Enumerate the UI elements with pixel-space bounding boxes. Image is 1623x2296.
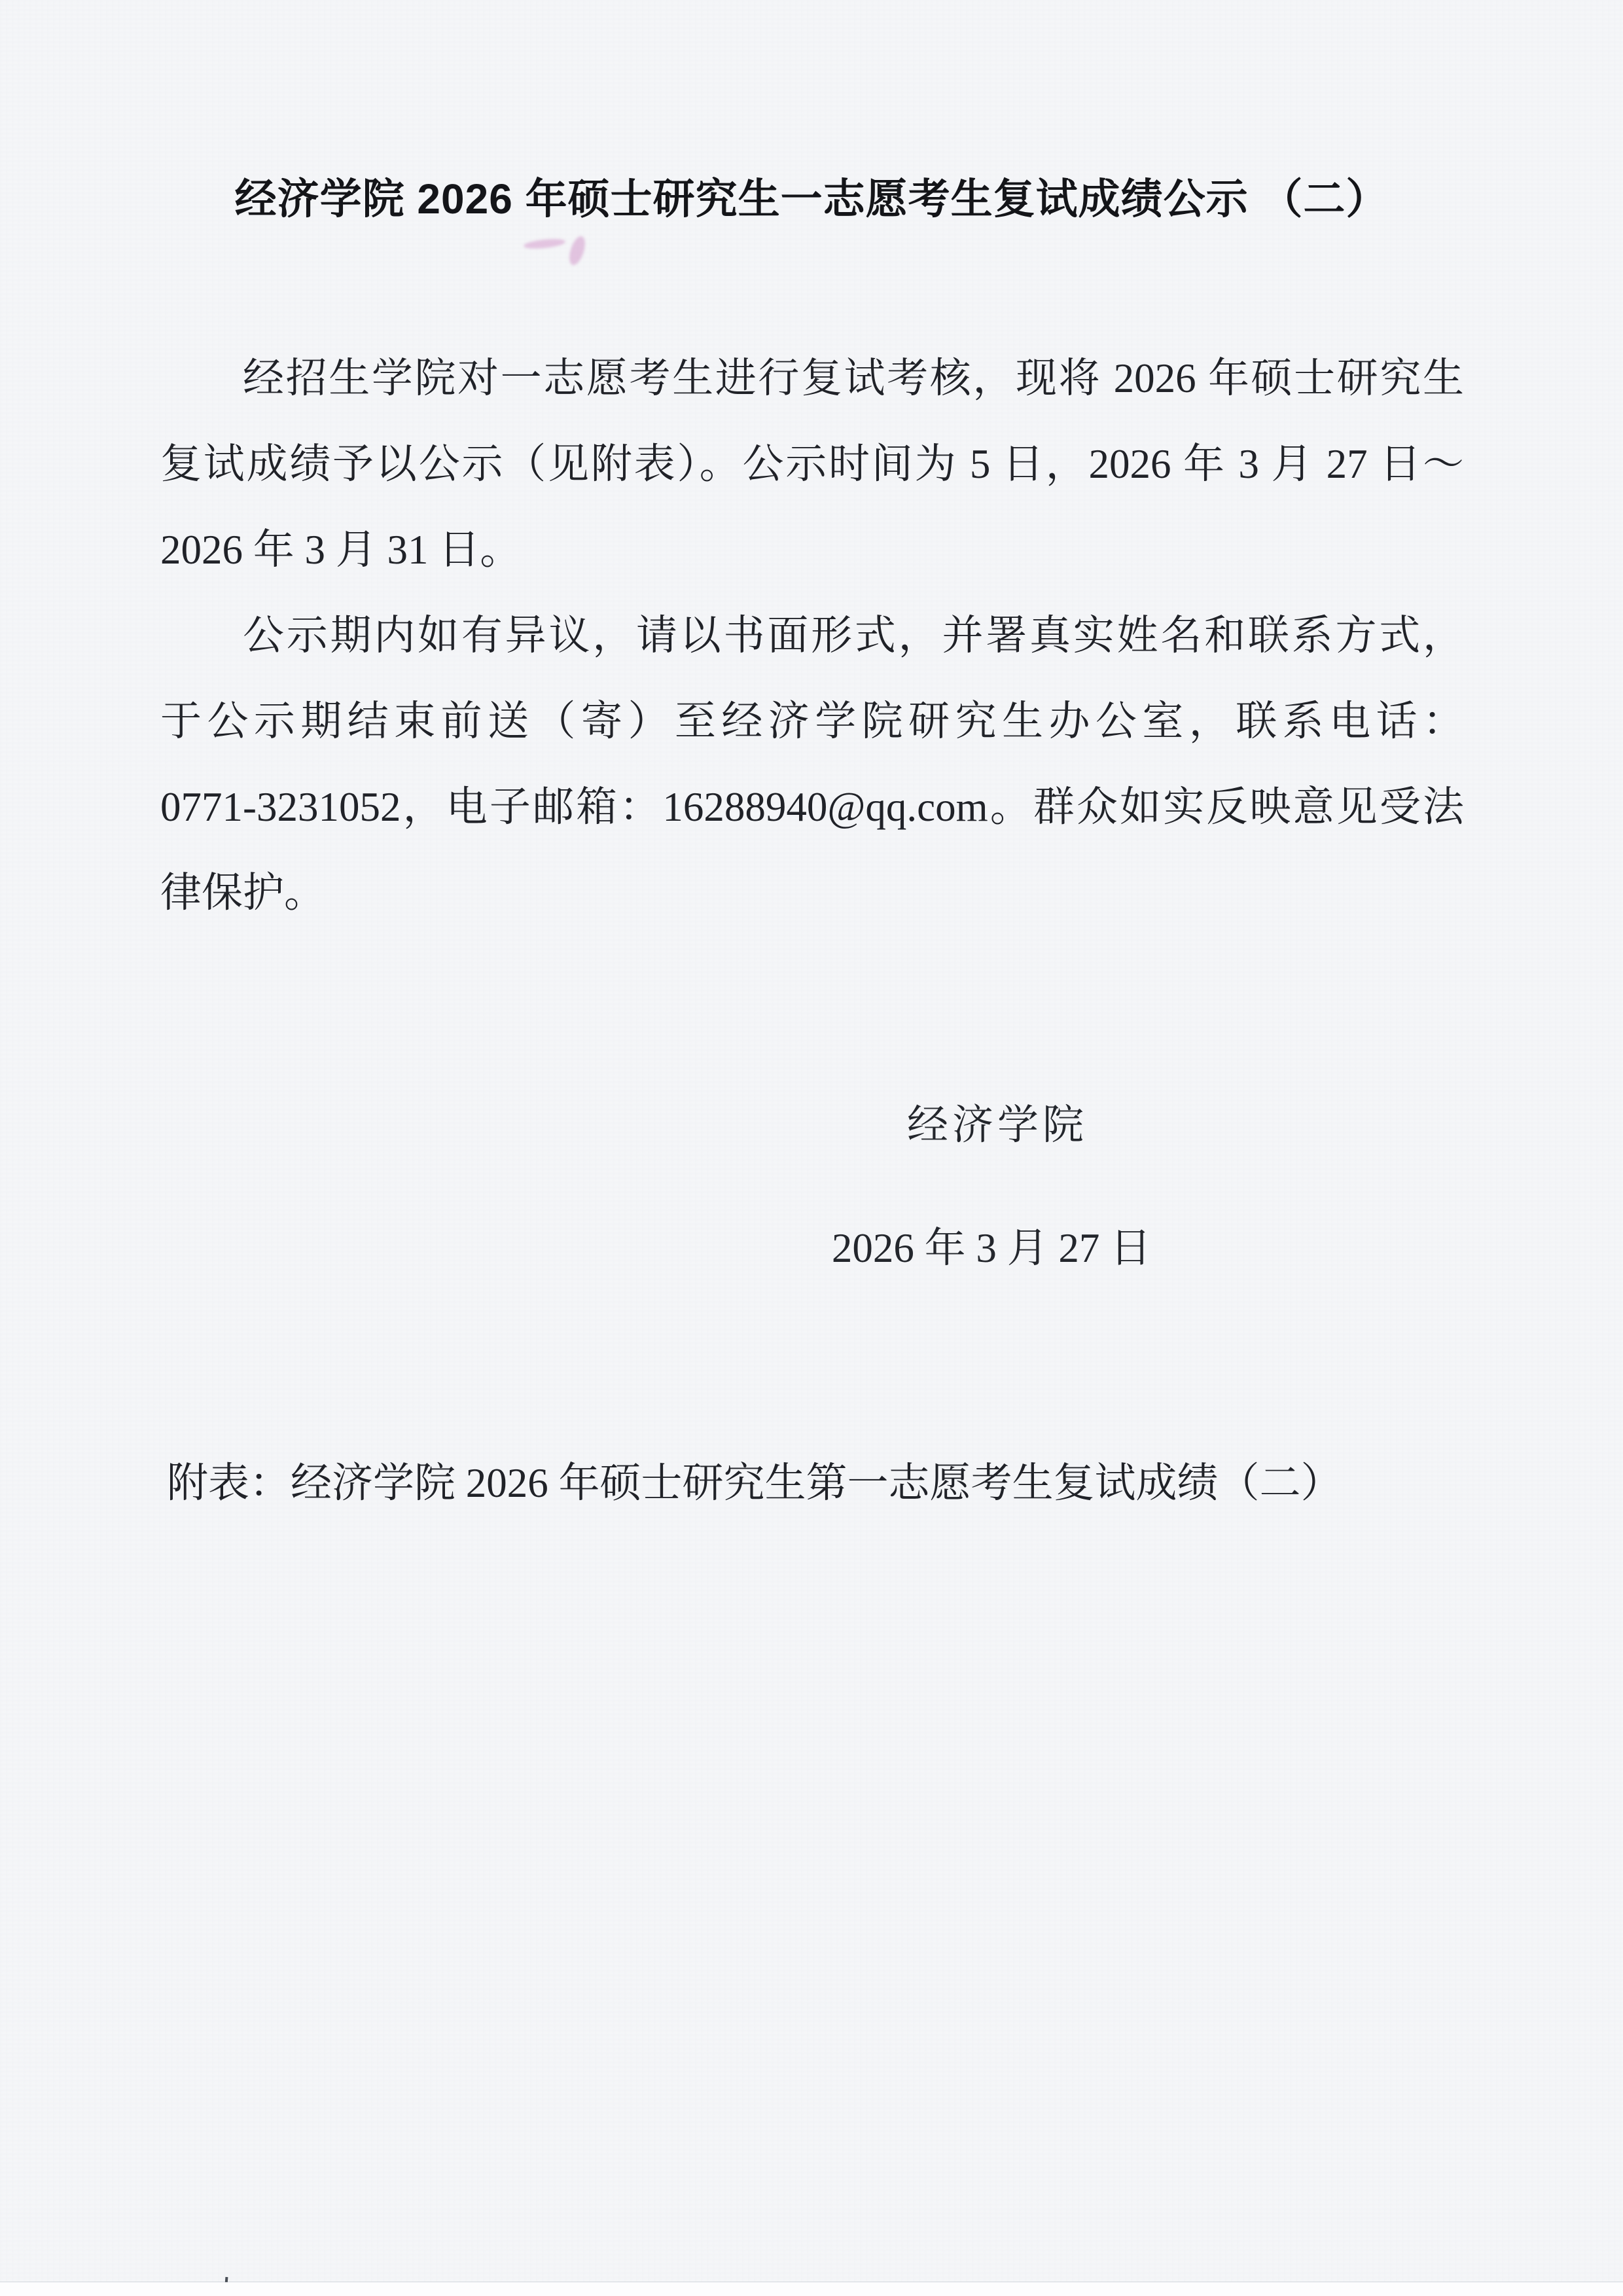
paragraph2-line4: 律保护。 [160, 870, 325, 916]
paragraph1-line3: 2026 年 3 月 31 日。 [160, 527, 522, 573]
signature-date: 2026 年 3 月 27 日 [831, 1225, 1152, 1271]
paragraph2-line3: 0771-3231052，电子邮箱：16288940@qq.com。群众如实反映意见受法 [160, 784, 1464, 830]
paragraph1-line1: 经招生学院对一志愿考生进行复试考核，现将 2026 年硕士研究生 [243, 355, 1464, 401]
scan-artifact-pink-smudge [523, 238, 565, 251]
document-title: 经济学院 2026 年硕士研究生一志愿考生复试成绩公示 （二） [234, 175, 1389, 223]
paragraph1-line2: 复试成绩予以公示（见附表）。公示时间为 5 日，2026 年 3 月 27 日～ [160, 441, 1464, 487]
attachment-note: 附表：经济学院 2026 年硕士研究生第一志愿考生复试成绩（二） [167, 1460, 1342, 1506]
signature-organization: 经济学院 [907, 1102, 1088, 1148]
paragraph2-line1: 公示期内如有异议，请以书面形式，并署真实姓名和联系方式， [243, 613, 1464, 658]
scan-artifact-pink-smudge [566, 234, 588, 267]
paragraph2-line2: 于公示期结束前送（寄）至经济学院研究生办公室，联系电话： [160, 698, 1464, 744]
document-body [160, 336, 1464, 936]
